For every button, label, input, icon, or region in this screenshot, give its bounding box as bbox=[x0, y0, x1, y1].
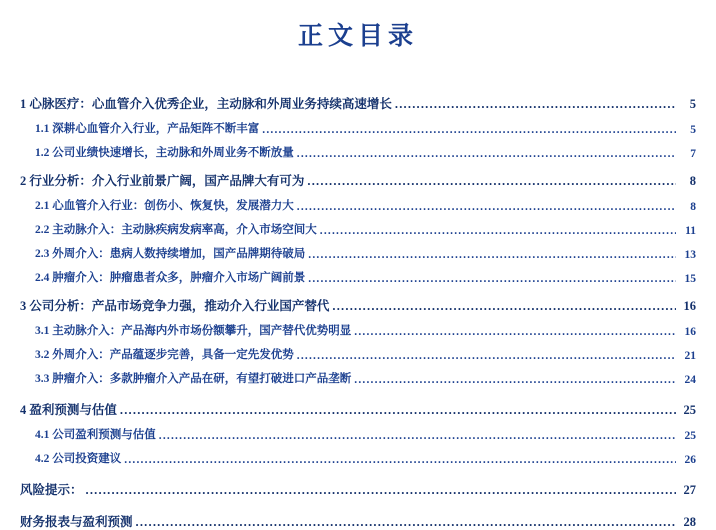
toc-leader bbox=[297, 149, 676, 161]
toc-entry-page: 13 bbox=[684, 249, 696, 261]
toc-entry-page: 16 bbox=[684, 326, 696, 338]
toc-entry-label: 3.1 主动脉介入：产品海内外市场份额攀升，国产替代优势明显 bbox=[35, 325, 352, 337]
toc-entry-label: 风险提示： bbox=[20, 483, 83, 497]
toc-leader bbox=[308, 274, 676, 286]
toc-entry-page: 7 bbox=[690, 148, 696, 160]
toc-leader bbox=[354, 327, 676, 339]
toc-entry[interactable] bbox=[20, 221, 696, 237]
toc-entry-label: 财务报表与盈利预测 bbox=[20, 515, 133, 529]
toc-entry[interactable] bbox=[20, 370, 696, 386]
toc-entry[interactable] bbox=[20, 400, 696, 418]
toc-leader bbox=[395, 100, 676, 113]
toc-leader bbox=[159, 431, 676, 443]
toc-entry[interactable] bbox=[20, 480, 696, 498]
toc-entry-label: 1 心脉医疗：心血管介入优秀企业，主动脉和外周业务持续高速增长 bbox=[20, 97, 392, 111]
toc-entry-page: 24 bbox=[684, 374, 696, 386]
toc-entry[interactable] bbox=[20, 450, 696, 466]
toc-entry[interactable] bbox=[20, 94, 696, 112]
toc-leader bbox=[262, 125, 676, 137]
toc-leader bbox=[86, 486, 676, 499]
toc-entry[interactable] bbox=[20, 512, 696, 530]
toc-entry-label: 1.2 公司业绩快速增长，主动脉和外周业务不断放量 bbox=[35, 147, 294, 159]
table-of-contents bbox=[14, 94, 702, 530]
toc-entry-label: 4 盈利预测与估值 bbox=[20, 403, 117, 417]
toc-leader bbox=[332, 302, 676, 315]
toc-entry[interactable] bbox=[20, 296, 696, 314]
toc-leader bbox=[124, 455, 676, 467]
toc-entry-label: 2.2 主动脉介入：主动脉疾病发病率高，介入市场空间大 bbox=[35, 224, 317, 236]
toc-entry-page: 8 bbox=[689, 174, 696, 188]
toc-entry-label: 3 公司分析：产品市场竞争力强，推动介入行业国产替代 bbox=[20, 299, 330, 313]
toc-entry-label: 4.2 公司投资建议 bbox=[35, 453, 122, 465]
toc-entry-label: 4.1 公司盈利预测与估值 bbox=[35, 429, 156, 441]
toc-entry[interactable] bbox=[20, 269, 696, 285]
toc-entry[interactable] bbox=[20, 346, 696, 362]
toc-leader bbox=[308, 250, 676, 262]
toc-entry-label: 2.1 心血管介入行业：创伤小、恢复快，发展潜力大 bbox=[35, 200, 294, 212]
toc-entry-page: 25 bbox=[683, 403, 696, 417]
toc-entry[interactable] bbox=[20, 120, 696, 136]
toc-entry-label: 2.3 外周介入：患病人数持续增加，国产品牌期待破局 bbox=[35, 248, 306, 260]
toc-entry-page: 15 bbox=[684, 273, 696, 285]
toc-leader bbox=[136, 518, 676, 530]
toc-entry[interactable] bbox=[20, 245, 696, 261]
toc-entry-label: 3.2 外周介入：产品蕴逐步完善，具备一定先发优势 bbox=[35, 349, 294, 361]
toc-leader bbox=[320, 226, 676, 238]
toc-entry-page: 8 bbox=[690, 201, 696, 213]
toc-entry[interactable] bbox=[20, 171, 696, 189]
toc-leader bbox=[354, 375, 676, 387]
toc-entry[interactable] bbox=[20, 426, 696, 442]
toc-entry-page: 28 bbox=[683, 515, 696, 529]
page-title: 正文目录 bbox=[297, 23, 418, 50]
toc-entry-page: 16 bbox=[683, 299, 696, 313]
toc-leader bbox=[120, 406, 676, 419]
toc-entry[interactable] bbox=[20, 144, 696, 160]
toc-entry-page: 26 bbox=[684, 454, 696, 466]
toc-entry-label: 2.4 肿瘤介入：肿瘤患者众多，肿瘤介入市场广阔前景 bbox=[35, 272, 306, 284]
toc-entry-page: 11 bbox=[685, 225, 696, 237]
toc-entry-label: 1.1 深耕心血管介入行业，产品矩阵不断丰富 bbox=[35, 123, 260, 135]
toc-entry-page: 5 bbox=[690, 124, 696, 136]
toc-entry[interactable] bbox=[20, 197, 696, 213]
toc-entry-page: 27 bbox=[683, 483, 696, 497]
toc-entry-page: 5 bbox=[689, 97, 696, 111]
toc-entry-page: 25 bbox=[684, 430, 696, 442]
toc-leader bbox=[297, 351, 676, 363]
toc-entry-label: 2 行业分析：介入行业前景广阔，国产品牌大有可为 bbox=[20, 174, 305, 188]
toc-entry-label: 3.3 肿瘤介入：多款肿瘤介入产品在研，有望打破进口产品垄断 bbox=[35, 373, 352, 385]
toc-leader bbox=[307, 177, 676, 190]
toc-leader bbox=[297, 202, 676, 214]
toc-entry-page: 21 bbox=[684, 350, 696, 362]
toc-entry[interactable] bbox=[20, 322, 696, 338]
